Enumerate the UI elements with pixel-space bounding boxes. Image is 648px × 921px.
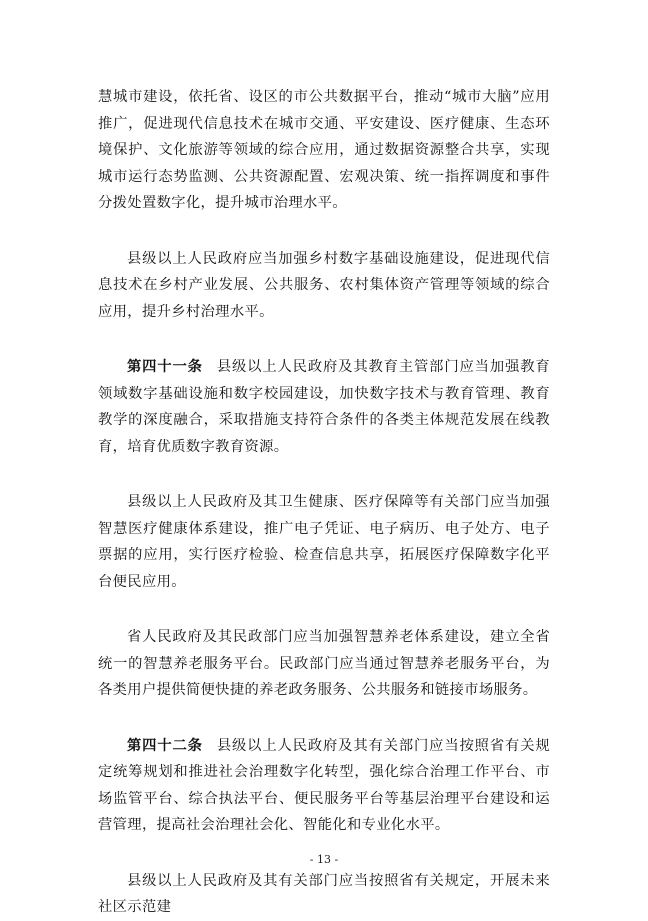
paragraph-smart-elderly-care <box>98 624 550 704</box>
paragraph-rural-digital <box>98 246 550 326</box>
article-number: 第四十二条 <box>127 737 203 754</box>
article-42-paragraph <box>98 733 550 839</box>
page-number: - 13 - <box>309 853 339 866</box>
paragraph-future-community <box>98 868 550 921</box>
paragraph-text: 县级以上人民政府及其有关部门应当按照省有关规定，开展未来社区示范建 <box>98 872 550 915</box>
paragraph-text: 县级以上人民政府应当加强乡村数字基础设施建设，促进现代信息技术在乡村产业发展、公共服务、农村集体资产管理等领域的综合应用，提升乡村治理水平。 <box>98 250 550 320</box>
paragraph-text: 县级以上人民政府及其有关部门应当按照省有关规定统筹规划和推进社会治理数字化转型，强化综合治理工作平台、市场监管平台、综合执法平台、便民服务平台等基层治理平台建设和运营管理，提高社会治理社会化、智能化和专业化水平。 <box>98 737 551 833</box>
article-number: 第四十一条 <box>127 359 203 375</box>
article-41-paragraph <box>98 354 550 460</box>
paragraph-text: 县级以上人民政府及其教育主管部门应当加强教育领域数字基础设施和数字校园建设，加快数字技术与教育管理、教育教学的深度融合，采取措施支持符合条件的各类主体规范发展在线教育，培育优质数字教育资源。 <box>98 359 551 455</box>
paragraph-text: 慧城市建设，依托省、设区的市公共数据平台，推动“城市大脑”应用推广，促进现代信息技术在城市交通、平安建设、医疗健康、生态环境保护、文化旅游等领域的综合应用，通过数据资源整合共享，实现城市运行态势监测、公共资源配置、宏观决策、统一指挥调度和事件分拨处置数字化，提升城市治理水平。 <box>98 89 550 211</box>
paragraph-smart-healthcare <box>98 489 550 595</box>
paragraph-smart-city-continued <box>98 84 550 217</box>
paragraph-text: 省人民政府及其民政部门应当加强智慧养老体系建设，建立全省统一的智慧养老服务平台。民政部门应当通过智慧养老服务平台，为各类用户提供简便快捷的养老政务服务、公共服务和链接市场服务。 <box>98 629 550 698</box>
paragraph-text: 县级以上人民政府及其卫生健康、医疗保障等有关部门应当加强智慧医疗健康体系建设，推广电子凭证、电子病历、电子处方、电子票据的应用，实行医疗检验、检查信息共享，拓展医疗保障数字化平台便民应用。 <box>98 494 550 590</box>
document-body <box>98 84 550 921</box>
